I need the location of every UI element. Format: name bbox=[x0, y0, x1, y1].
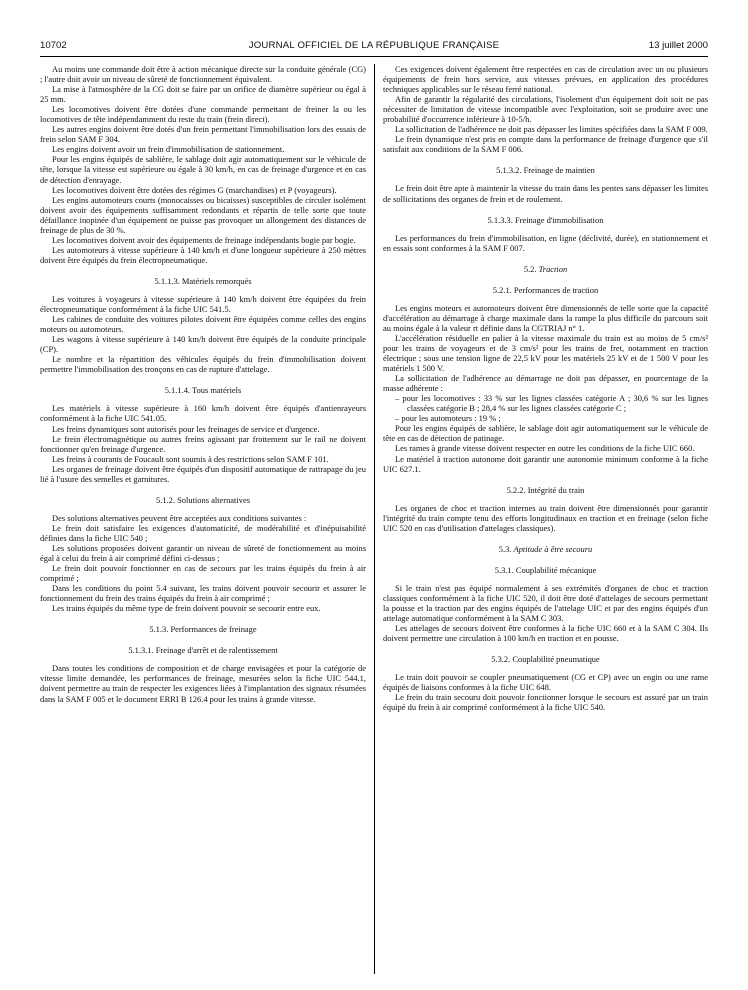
section-heading: 5.3.2. Couplabilité pneumatique bbox=[491, 654, 600, 665]
paragraph: La mise à l'atmosphère de la CG doit se faire par un orifice de diamètre supérieur ou égal à 25 mm. bbox=[40, 84, 366, 105]
paragraph: Les freins dynamiques sont autorisés pour les freinages de service et d'urgence. bbox=[52, 423, 320, 434]
paragraph: Les automoteurs à vitesse supérieure à 140 km/h et d'une longueur supérieure à 250 mètres doivent être équipés du frein électropneumatique. bbox=[40, 244, 366, 265]
section-heading: 5.1.1.4. Tous matériels bbox=[164, 385, 242, 396]
paragraph: Le frein du train secouru doit pouvoir fonctionner lorsque le secours est assuré par un train équipé du frein à air comprimé conformément à la fiche UIC 540. bbox=[383, 692, 708, 713]
paragraph: Si le train n'est pas équipé normalement à ses extrémités d'organes de choc et traction classiques conformément à la fiche UIC 520, il doit être doté d'attelages de secours permettant la pousse et la traction par des engins équipés de l'attelage UIC et par des engins équipés d'un attelage automatique conformément à la SAM C 303. bbox=[383, 582, 708, 624]
paragraph: Le frein doit être apte à maintenir la vitesse du train dans les pentes sans dépasser les limites de sollicitations des organes de frein et de roulement. bbox=[383, 183, 708, 204]
paragraph: L'accélération résiduelle en palier à la vitesse maximale du train est au moins de 5 cm/s² pour les trains de voyageurs et de 3 cm/s² pour les trains de fret, notamment en traction électrique ; sous une tension ligne de 22,5 kV pour les matériels 25 kV et de 1 500 V pour les matériels 1 500 V. bbox=[383, 332, 708, 374]
paragraph: Des solutions alternatives peuvent être acceptées aux conditions suivantes : bbox=[52, 512, 307, 523]
paragraph: Le frein doit pouvoir fonctionner en cas de secours par les trains équipés du frein à air comprimé ; bbox=[40, 563, 366, 584]
paragraph: Le nombre et la répartition des véhicules équipés du frein d'immobilisation doivent permettre l'immobilisation des tronçons en cas de rupture d'attelage. bbox=[40, 354, 366, 375]
section-heading: 5.1.1.3. Matériels remorqués bbox=[154, 275, 252, 286]
paragraph: La sollicitation de l'adhérence ne doit pas dépasser les limites spécifiées dans la SAM F 009. bbox=[395, 124, 708, 135]
paragraph: Le frein dynamique n'est pris en compte dans la performance de freinage d'urgence que s'il satisfait aux conditions de la SAM F 006. bbox=[383, 134, 708, 155]
paragraph: Dans les conditions du point 5.4 suivant, les trains doivent pouvoir secourir et assurer le fonctionnement du frein des trains équipés du frein à air comprimé ; bbox=[40, 583, 366, 604]
paragraph: Pour les engins équipés de sablière, le sablage doit agir automatiquement sur le véhicule de tête, lorsque la vitesse est supérieure ou égale à 30 km/h, en cas de freinage d'urgence et en cas de détection d'enrayage. bbox=[40, 154, 366, 185]
paragraph: Les voitures à voyageurs à vitesse supérieure à 140 km/h doivent être équipées du frein électropneumatique conformément à la fiche UIC 541.5. bbox=[40, 293, 366, 315]
publication-date: 13 juillet 2000 bbox=[648, 40, 708, 51]
paragraph: Les trains équipés du même type de frein doivent pouvoir se secourir entre eux. bbox=[52, 603, 321, 614]
section-heading: 5.3.1. Couplabilité mécanique bbox=[494, 564, 597, 575]
paragraph: Ces exigences doivent également être respectées en cas de circulation avec un ou plusieurs équipements de frein hors service, aux vitesses prévues, en application des procédures techniques applicables sur le réseau ferré national. bbox=[383, 64, 708, 95]
paragraph: Les cabines de conduite des voitures pilotes doivent être équipées comme celles des engins moteurs ou automoteurs. bbox=[40, 314, 366, 335]
paragraph: Les attelages de secours doivent être conformes à la fiche UIC 660 et à la SAM C 304. Ils doivent permettre une circulation à 100 km/h en traction et en pousse. bbox=[383, 623, 708, 644]
paragraph: Les organes de freinage doivent être équipés d'un dispositif automatique de rattrapage du jeu lié à l'usure des semelles et garnitures. bbox=[40, 463, 366, 484]
paragraph: Les engins automoteurs courts (monocaisses ou bicaisses) susceptibles de circuler isolément doivent avoir des équipements suffisamment redondants et répartis de telle sorte que toute défaillance inopinée d'un équipement ne puisse pas provoquer un allongement des distances de freinage de plus de 30 %. bbox=[40, 194, 366, 235]
paragraph: Les solutions proposées doivent garantir un niveau de sûreté de fonctionnement au moins égal à celui du frein à air comprimé défini ci-dessus ; bbox=[40, 542, 366, 564]
paragraph: Les autres engins doivent être dotés d'un frein permettant l'immobilisation lors des essais de frein selon SAM F 304. bbox=[40, 124, 366, 145]
chapter-title: Aptitude à être secouru bbox=[513, 543, 593, 554]
header-rule bbox=[40, 56, 708, 57]
paragraph: Les locomotives doivent être dotées d'une commande permettant de freiner la ou les locomotives de tête indépendamment du reste du train (frein direct). bbox=[40, 104, 366, 125]
page-number: 10702 bbox=[40, 40, 67, 51]
paragraph: Afin de garantir la régularité des circulations, l'isolement d'un équipement doit soit ne pas nécessiter de limitation de vitesse incompatible avec l'exploitation, soit se produire avec une probabilité d'occurrence inférieure à 10-5/h. bbox=[383, 94, 708, 125]
paragraph: Les rames à grande vitesse doivent respecter en outre les conditions de la fiche UIC 660. bbox=[395, 443, 695, 454]
paragraph: La sollicitation de l'adhérence au démarrage ne doit pas dépasser, en pourcentage de la masse adhérente : bbox=[383, 373, 708, 394]
section-heading: 5.1.2. Solutions alternatives bbox=[156, 494, 250, 505]
page-header bbox=[40, 40, 708, 56]
paragraph: Les wagons à vitesse supérieure à 140 km/h doivent être équipés de la conduite principale (CP). bbox=[40, 334, 366, 355]
chapter-number: 5.3. bbox=[498, 543, 512, 554]
section-heading: 5.2.1. Performances de traction bbox=[492, 284, 599, 295]
paragraph: Au moins une commande doit être à action mécanique directe sur la conduite générale (CG) ; l'autre doit avoir un niveau de sûreté de fonctionnement équivalent. bbox=[40, 64, 366, 85]
left-column bbox=[40, 64, 374, 974]
paragraph: Les freins à courants de Foucault sont soumis à des restrictions selon SAM F 101. bbox=[52, 453, 329, 464]
paragraph: Les locomotives doivent avoir des équipements de freinage indépendants bogie par bogie. bbox=[52, 234, 356, 245]
journal-title: JOURNAL OFFICIEL DE LA RÉPUBLIQUE FRANÇAISE bbox=[248, 40, 500, 51]
section-heading: 5.1.3.2. Freinage de maintien bbox=[496, 165, 595, 176]
right-column bbox=[374, 64, 708, 974]
subsection-heading: 5.1.3.1. Freinage d'arrêt et de ralentissement bbox=[128, 645, 278, 656]
paragraph: Les engins doivent avoir un frein d'immobilisation de stationnement. bbox=[52, 144, 285, 155]
section-heading: 5.1.3. Performances de freinage bbox=[149, 624, 257, 635]
chapter-number: 5.2. bbox=[523, 263, 537, 274]
paragraph: Le matériel à traction autonome doit garantir une autonomie minimum conforme à la fiche UIC 627.1. bbox=[383, 453, 708, 474]
list-item: – pour les automoteurs : 19 % ; bbox=[395, 413, 501, 424]
list-item: – pour les locomotives : 33 % sur les lignes classées catégorie A ; 30,6 % sur les lignes classées catégorie B ; 28,4 % sur les lignes classées catégorie C ; bbox=[395, 393, 708, 414]
chapter-heading bbox=[383, 544, 708, 554]
paragraph: Le train doit pouvoir se coupler pneumatiquement (CG et CP) avec un engin ou une rame équipés de liaisons conformes à la fiche UIC 648. bbox=[383, 672, 708, 693]
section-heading: 5.1.3.3. Freinage d'immobilisation bbox=[487, 214, 604, 225]
paragraph: Les locomotives doivent être dotées des régimes G (marchandises) et P (voyageurs). bbox=[52, 184, 337, 195]
paragraph: Les matériels à vitesse supérieure à 160 km/h doivent être équipés d'antienrayeurs conformément à la fiche UIC 541.05. bbox=[40, 403, 366, 424]
chapter-title: Traction bbox=[538, 263, 568, 274]
paragraph: Pour les engins équipés de sablière, le sablage doit agir automatiquement sur le véhicule de tête en cas de détection de patinage. bbox=[383, 423, 708, 444]
paragraph: Le frein électromagnétique ou autres freins agissant par frottement sur le rail ne doivent fonctionner qu'en freinage d'urgence. bbox=[40, 433, 366, 454]
paragraph: Dans toutes les conditions de composition et de charge envisagées et pour la catégorie de vitesse limite demandée, les performances de freinage, mesurées selon la fiche UIC 544.1, doivent permettre au train de respecter les exigences liées à l'implantation des signaux résumées dans la SAM F 005 et le document ERRI B 126.4 pour les trains à grande vitesse. bbox=[40, 663, 366, 704]
section-heading: 5.2.2. Intégrité du train bbox=[506, 484, 585, 495]
text-columns bbox=[40, 64, 708, 974]
chapter-heading bbox=[383, 264, 708, 274]
paragraph: Les organes de choc et traction internes au train doivent être dimensionnés pour garantir l'intégrité du train compte tenu des efforts longitudinaux en traction et en freinage (selon fiche UIC 520 en cas d'utilisation d'attelages classiques). bbox=[383, 502, 708, 533]
paragraph: Les performances du frein d'immobilisation, en ligne (déclivité, durée), en stationnement et en essais sont conformes à la SAM F 007. bbox=[383, 232, 708, 253]
paragraph: Les engins moteurs et automoteurs doivent être dimensionnés de telle sorte que la capacité d'accélération au démarrage à charge maximale dans la rampe la plus difficile du parcours soit au moins égale à la valeur rt définie dans la CGTRIAJ n° 1. bbox=[383, 302, 708, 333]
paragraph: Le frein doit satisfaire les exigences d'automaticité, de modérabilité et d'inépuisabilité définies dans la fiche UIC 540 ; bbox=[40, 522, 366, 543]
